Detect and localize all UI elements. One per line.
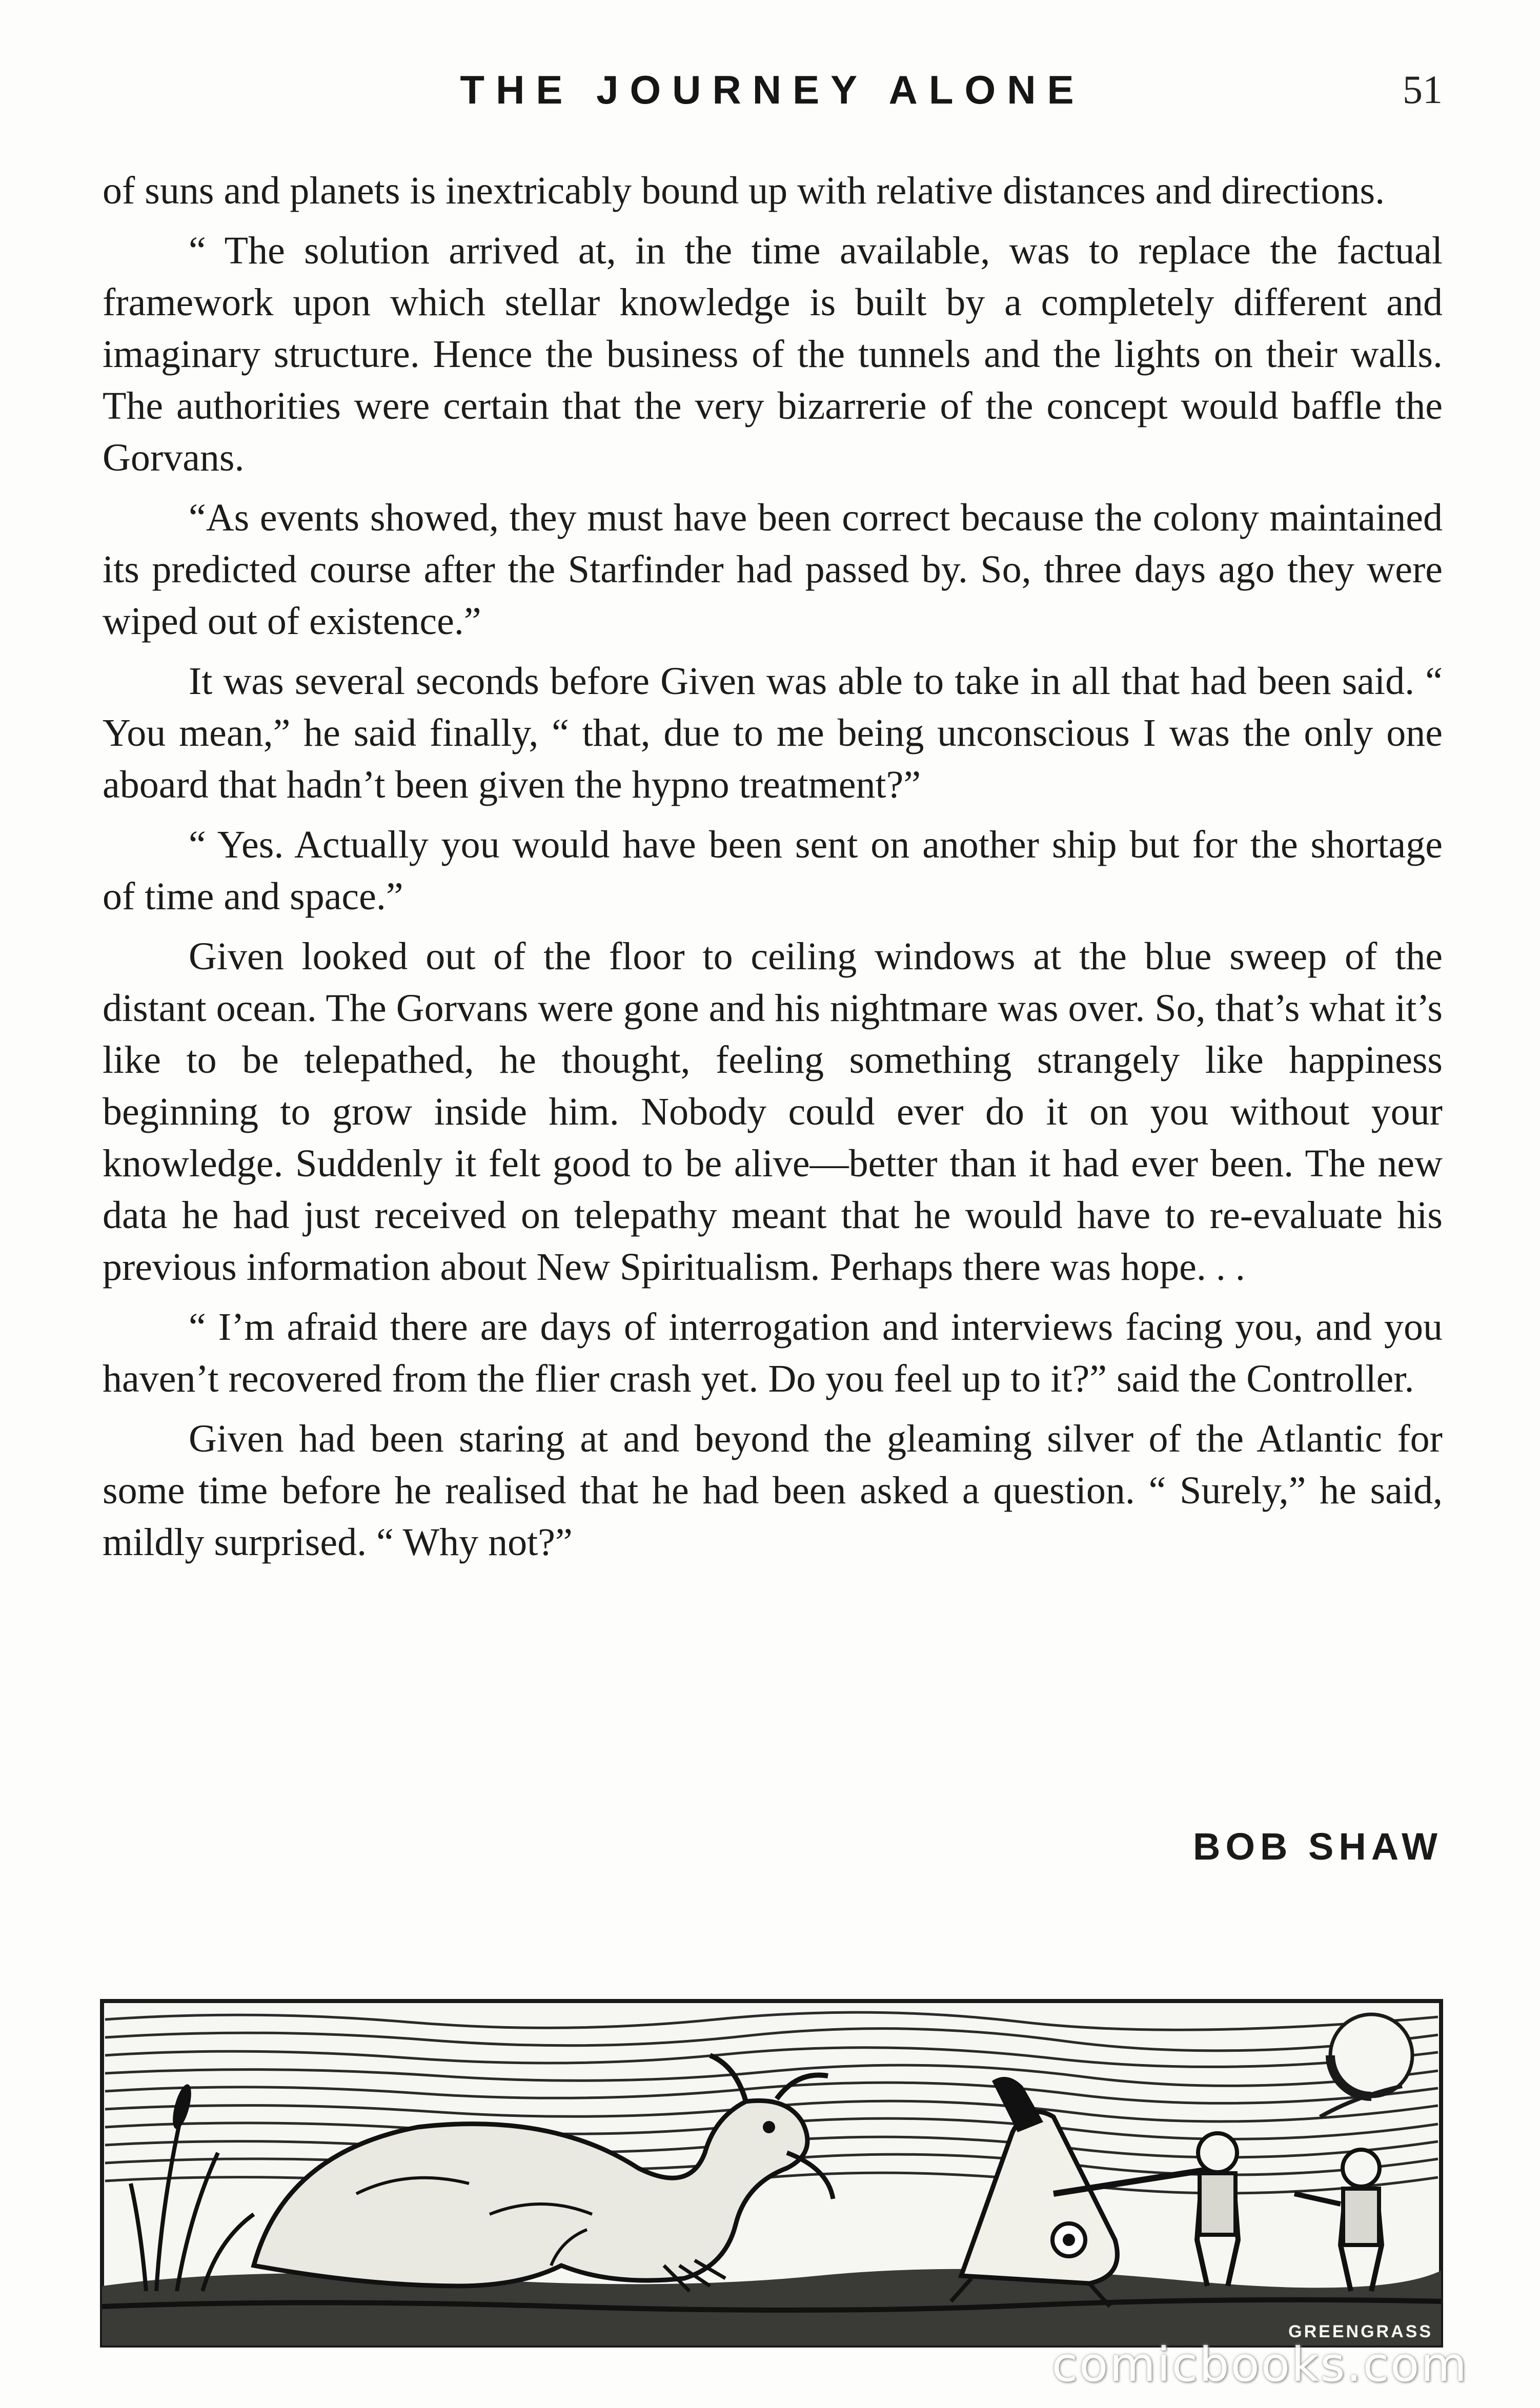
paragraph: It was several seconds before Given was able to take in all that had been said. “ You mean,” he said finally, “ that, due to me being unconscious I was the only one aboard that hadn’t been given the hypno treatment?”: [103, 660, 1443, 806]
page-number: 51: [1403, 67, 1443, 112]
paragraph: Given had been staring at and beyond the gleaming silver of the Atlantic for some time before he realised that he had been asked a question. “ Surely,” he said, mildly surprised. “ Why not?”: [103, 1417, 1443, 1564]
paragraph: “ I’m afraid there are days of interrogation and interviews facing you, and you haven’t recovered from the flier crash yet. Do you feel up to it?” said the Controller.: [103, 1305, 1443, 1400]
alien-landscape-drawing: [100, 1999, 1443, 2348]
story-text: [103, 165, 1443, 1577]
artist-signature: GREENGRASS: [1288, 2322, 1433, 2341]
paragraph: of suns and planets is inextricably bound up with relative distances and directions.: [103, 169, 1385, 212]
author-byline: BOB SHAW: [1193, 1825, 1443, 1868]
running-title: THE JOURNEY ALONE: [460, 67, 1085, 112]
paragraph: Given looked out of the floor to ceiling windows at the blue sweep of the distant ocean. The Gorvans were gone and his nightmare was over. So, that’s what it’s like to be telepathed, he thought, feeling something strangely like happiness beginning to grow inside him. Nobody could ever do it on you without your knowledge. Suddenly it felt good to be alive—better than it had ever been. The new data he had just received on telepathy meant that he would have to re-evaluate his previous information about New Spiritualism. Perhaps there was hope. . .: [103, 935, 1443, 1289]
tailpiece-illustration: [100, 1999, 1443, 2348]
paragraph: “As events showed, they must have been correct because the colony maintained its predicted course after the Starfinder had passed by. So, three days ago they were wiped out of existence.”: [103, 496, 1443, 643]
paragraph: “ The solution arrived at, in the time available, was to replace the factual framework upon which stellar knowledge is built by a completely different and imaginary structure. Hence the business of the tunnels and the lights on their walls. The authorities were certain that the very bizarrerie of the concept would baffle the Gorvans.: [103, 229, 1443, 479]
site-watermark: comicbooks.com: [1051, 2337, 1468, 2392]
page-header: [103, 67, 1443, 123]
paragraph: “ Yes. Actually you would have been sent on another ship but for the shortage of time and space.”: [103, 823, 1443, 918]
